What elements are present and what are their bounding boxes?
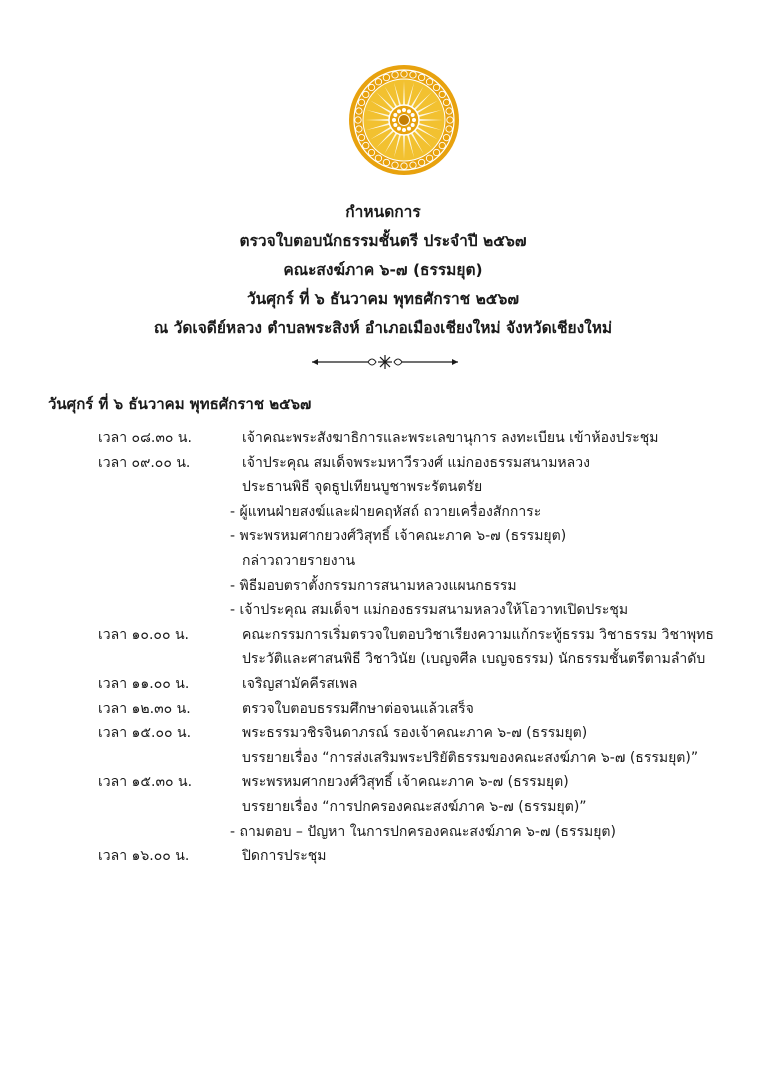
schedule-row bbox=[0, 719, 766, 744]
schedule-row bbox=[0, 744, 766, 769]
document-header bbox=[0, 198, 766, 343]
schedule-row bbox=[0, 768, 766, 793]
header-date: วันศุกร์ ที่ ๖ ธันวาคม พุทธศักราช ๒๕๖๗ bbox=[246, 290, 520, 308]
header-venue: ณ วัดเจดีย์หลวง ตำบลพระสิงห์ อำเภอเมืองเชียงใหม่ จังหวัดเชียงใหม่ bbox=[153, 319, 613, 337]
schedule-time: เวลา ๑๑.๐๐ น. bbox=[98, 675, 190, 692]
header-region: คณะสงฆ์ภาค ๖-๗ (ธรรมยุต) bbox=[283, 261, 483, 279]
schedule-time: เวลา ๑๕.๓๐ น. bbox=[98, 774, 193, 791]
schedule-text: พระธรรมวชิรจินดาภรณ์ รองเจ้าคณะภาค ๖-๗ (ธรรมยุต) bbox=[242, 725, 588, 742]
schedule-subitem: - พระพรหมศากยวงศ์วิสุทธิ์ เจ้าคณะภาค ๖-๗ (ธรรมยุต) bbox=[230, 528, 567, 545]
schedule-row bbox=[0, 621, 766, 646]
schedule-text: กล่าวถวายรายงาน bbox=[242, 552, 356, 569]
schedule-subitem: - พิธีมอบตราตั้งกรรมการสนามหลวงแผนกธรรม bbox=[230, 577, 517, 594]
divider-ornament bbox=[310, 352, 460, 372]
schedule-row bbox=[0, 818, 766, 843]
schedule-row bbox=[0, 424, 766, 449]
schedule-row bbox=[0, 670, 766, 695]
schedule-text: บรรยายเรื่อง “การส่งเสริมพระปริยัติธรรมของคณะสงฆ์ภาค ๖-๗ (ธรรมยุต)” bbox=[242, 749, 699, 766]
schedule-text: ประธานพิธี จุดธูปเทียนบูชาพระรัตนตรัย bbox=[242, 479, 483, 496]
schedule-list bbox=[0, 424, 766, 867]
schedule-row bbox=[0, 547, 766, 572]
schedule-row bbox=[0, 842, 766, 867]
schedule-time: เวลา ๑๒.๓๐ น. bbox=[98, 700, 191, 717]
dharmachakra-emblem bbox=[348, 64, 460, 176]
schedule-row bbox=[0, 596, 766, 621]
schedule-time: เวลา ๑๖.๐๐ น. bbox=[98, 848, 190, 865]
schedule-time: เวลา ๑๕.๐๐ น. bbox=[98, 725, 192, 742]
schedule-row bbox=[0, 793, 766, 818]
schedule-text: เจ้าประคุณ สมเด็จพระมหาวีรวงศ์ แม่กองธรรมสนามหลวง bbox=[242, 454, 590, 471]
schedule-row bbox=[0, 695, 766, 720]
schedule-row bbox=[0, 572, 766, 597]
schedule-text: เจ้าคณะพระสังฆาธิการและพระเลขานุการ ลงทะเบียน เข้าห้องประชุม bbox=[242, 430, 659, 446]
schedule-row bbox=[0, 449, 766, 474]
schedule-row bbox=[0, 473, 766, 498]
schedule-row bbox=[0, 645, 766, 670]
schedule-subitem: - ถามตอบ – ปัญหา ในการปกครองคณะสงฆ์ภาค ๖-๗ (ธรรมยุต) bbox=[230, 823, 616, 840]
schedule-text: พระพรหมศากยวงศ์วิสุทธิ์ เจ้าคณะภาค ๖-๗ (ธรรมยุต) bbox=[242, 774, 569, 791]
schedule-subitem: - เจ้าประคุณ สมเด็จฯ แม่กองธรรมสนามหลวงให้โอวาทเปิดประชุม bbox=[230, 602, 629, 619]
schedule-text: ประวัติและศาสนพิธี วิชาวินัย (เบญจศีล เบญจธรรม) นักธรรมชั้นตรีตามลำดับ bbox=[242, 651, 706, 668]
schedule-text: เจริญสามัคคีรสเพล bbox=[242, 675, 358, 692]
schedule-row bbox=[0, 498, 766, 523]
schedule-row bbox=[0, 522, 766, 547]
schedule-text: ปิดการประชุม bbox=[242, 848, 327, 865]
header-subtitle: ตรวจใบตอบนักธรรมชั้นตรี ประจำปี ๒๕๖๗ bbox=[239, 232, 527, 250]
day-heading: วันศุกร์ ที่ ๖ ธันวาคม พุทธศักราช ๒๕๖๗ bbox=[48, 395, 312, 413]
header-title: กำหนดการ bbox=[345, 203, 421, 221]
schedule-time: เวลา ๐๘.๓๐ น. bbox=[98, 430, 192, 446]
schedule-text: บรรยายเรื่อง “การปกครองคณะสงฆ์ภาค ๖-๗ (ธรรมยุต)” bbox=[242, 798, 587, 815]
schedule-text: ตรวจใบตอบธรรมศึกษาต่อจนแล้วเสร็จ bbox=[242, 700, 474, 717]
schedule-text: คณะกรรมการเริ่มตรวจใบตอบวิชาเรียงความแก้กระทู้ธรรม วิชาธรรม วิชาพุทธ bbox=[242, 626, 714, 643]
schedule-subitem: - ผู้แทนฝ่ายสงฆ์และฝ่ายคฤหัสถ์ ถวายเครื่องสักการะ bbox=[230, 503, 542, 520]
schedule-time: เวลา ๑๐.๐๐ น. bbox=[98, 626, 189, 643]
schedule-time: เวลา ๐๙.๐๐ น. bbox=[98, 454, 191, 471]
